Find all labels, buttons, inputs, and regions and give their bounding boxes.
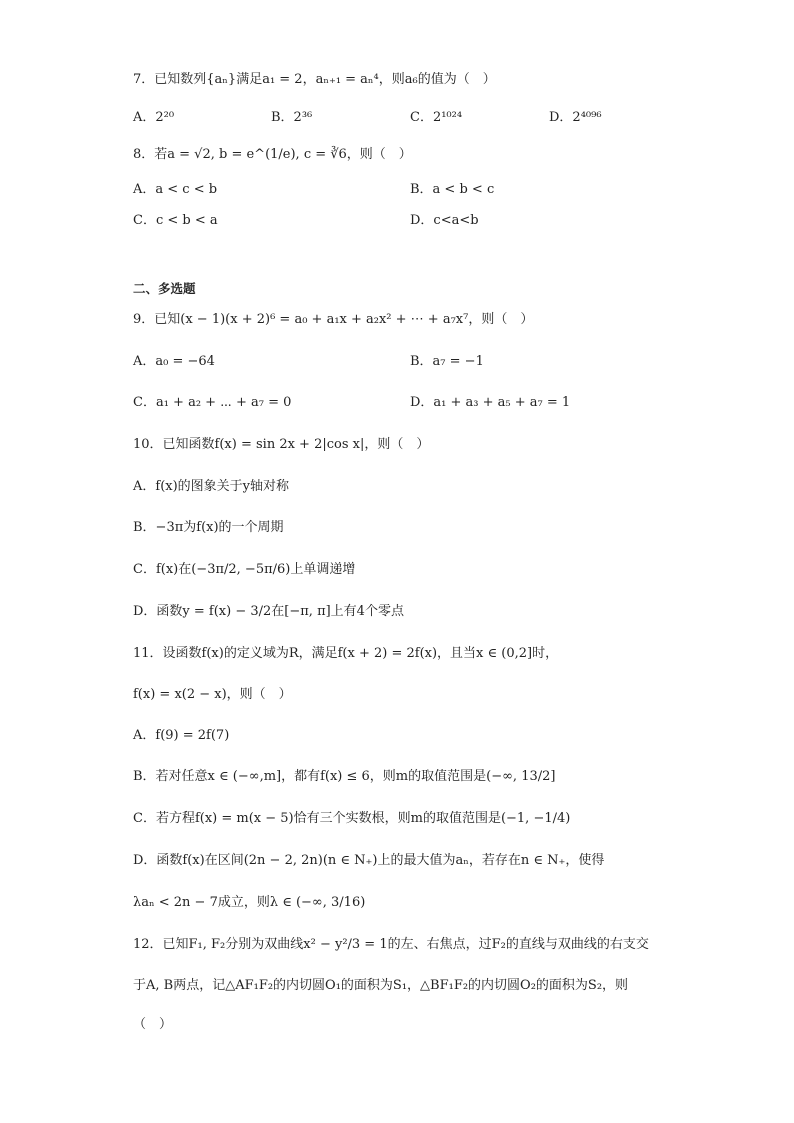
question-7-option-b: B．2³⁶ (271, 110, 313, 125)
question-11-stem-line-2: f(x) = x(2 − x)，则（ ） (133, 687, 292, 702)
question-7-option-a: A．2²⁰ (133, 110, 175, 125)
question-11-option-d-continued: λaₙ < 2n − 7成立，则λ ∈ (−∞, 3/16) (133, 895, 366, 910)
question-12-stem-line-3: （ ） (133, 1017, 173, 1032)
question-10-option-d: D．函数y = f(x) − 3/2在[−π, π]上有4个零点 (133, 604, 404, 619)
question-10-stem: 10．已知函数f(x) = sin 2x + 2|cos x|，则（ ） (133, 437, 430, 452)
question-8-option-a: A．a < c < b (133, 182, 218, 197)
question-11-option-b: B．若对任意x ∈ (−∞,m]，都有f(x) ≤ 6，则m的取值范围是(−∞, 13/2] (133, 769, 556, 784)
question-10-option-c: C．f(x)在(−3π/2, −5π/6)上单调递增 (133, 562, 356, 577)
question-10-option-a: A．f(x)的图象关于y轴对称 (133, 479, 290, 494)
question-11-option-d: D．函数f(x)在区间(2n − 2, 2n)(n ∈ N₊)上的最大值为aₙ，若存在n ∈ N₊，使得 (133, 853, 605, 868)
question-7-option-c: C．2¹⁰²⁴ (410, 110, 463, 125)
question-11-option-c: C．若方程f(x) = m(x − 5)恰有三个实数根，则m的取值范围是(−1, −1/4) (133, 811, 571, 826)
question-8-option-d: D．c<a<b (410, 213, 479, 228)
question-9-option-a: A．a₀ = −64 (133, 354, 215, 369)
question-9-stem: 9．已知(x − 1)(x + 2)⁶ = a₀ + a₁x + a₂x² + ⋯ + a₇x⁷，则（ ） (133, 312, 534, 327)
question-8-option-c: C．c < b < a (133, 213, 218, 228)
question-12-stem-line-2: 于A, B两点，记△AF₁F₂的内切圆O₁的面积为S₁，△BF₁F₂的内切圆O₂的面积为S₂，则 (133, 978, 629, 993)
question-7-stem: 7．已知数列{aₙ}满足a₁ = 2，aₙ₊₁ = aₙ⁴，则a₆的值为（ ） (133, 72, 496, 87)
question-9-option-c: C．a₁ + a₂ + ⋯ + a₇ = 0 (133, 395, 292, 410)
question-9-option-d: D．a₁ + a₃ + a₅ + a₇ = 1 (410, 395, 571, 410)
question-7-option-d: D．2⁴⁰⁹⁶ (549, 110, 602, 125)
question-8-stem: 8．若a = √2, b = e^(1/e), c = ∛6，则（ ） (133, 147, 412, 162)
question-8-option-b: B．a < b < c (410, 182, 495, 197)
question-10-option-b: B．−3π为f(x)的一个周期 (133, 520, 284, 535)
section-heading: 二、多选题 (133, 281, 196, 296)
question-9-option-b: B．a₇ = −1 (410, 354, 484, 369)
question-11-stem-line-1: 11．设函数f(x)的定义域为R，满足f(x + 2) = 2f(x)，且当x ∈ (0,2]时， (133, 646, 559, 661)
question-11-option-a: A．f(9) = 2f(7) (133, 728, 230, 743)
question-12-stem-line-1: 12．已知F₁, F₂分别为双曲线x² − y²/3 = 1的左、右焦点，过F₂的直线与双曲线的右支交 (133, 937, 649, 952)
